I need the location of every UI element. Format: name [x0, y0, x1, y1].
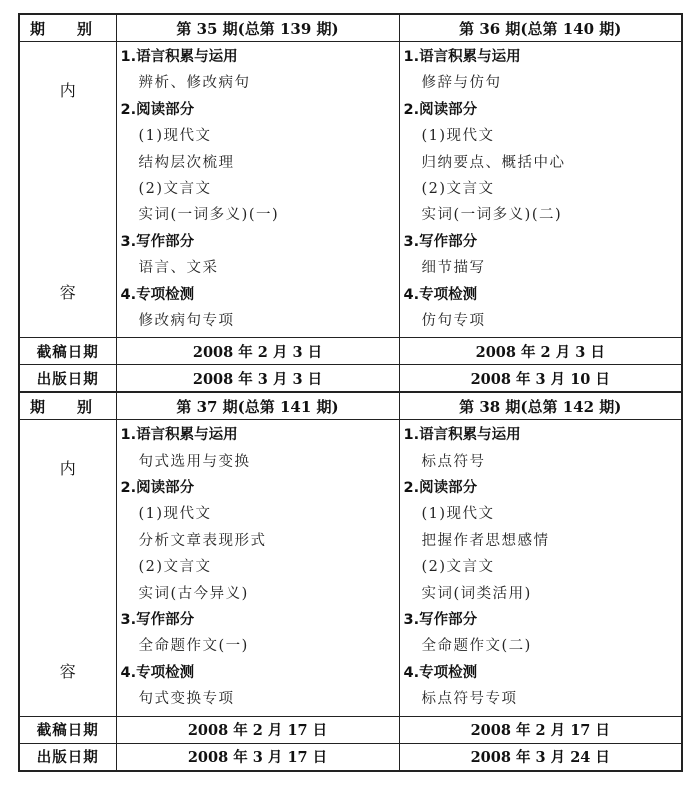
section-title: 4.专项检测 — [403, 286, 478, 303]
period-label-char: 别 — [76, 19, 92, 38]
publish-date: 2008 年 3 月 10 日 — [399, 365, 682, 393]
section-title: 3.写作部分 — [403, 233, 478, 250]
period-label — [30, 396, 92, 417]
issue-title: 第 38 期(总第 142 期) — [399, 392, 682, 420]
issue-title: 第 36 期(总第 140 期) — [399, 14, 682, 42]
section-item: 语言、文采 — [138, 260, 219, 277]
section-item: 仿句专项 — [421, 312, 486, 329]
section-item: 句式变换专项 — [138, 691, 235, 708]
cutoff-date-row — [19, 338, 682, 365]
section-title: 1.语言积累与运用 — [120, 427, 238, 444]
issue-content-cell — [116, 42, 399, 338]
section-item: 实词(一词多义)(二) — [421, 207, 563, 224]
issue-content-cell — [399, 420, 682, 716]
section-item: 句式选用与变换 — [138, 453, 251, 470]
issue-header-row — [19, 14, 682, 42]
section-title: 2.阅读部分 — [120, 101, 195, 118]
section-title: 2.阅读部分 — [403, 480, 478, 497]
section-item: (2)文言文 — [138, 180, 212, 197]
section-item: (2)文言文 — [421, 559, 495, 576]
section-item: 归纳要点、概括中心 — [421, 154, 566, 171]
period-label-cell — [19, 392, 116, 420]
period-label-char: 别 — [76, 397, 92, 416]
issue-schedule-table — [18, 13, 683, 772]
cutoff-date: 2008 年 2 月 17 日 — [399, 716, 682, 743]
section-item: 辨析、修改病句 — [138, 75, 251, 92]
section-item: 标点符号专项 — [421, 691, 518, 708]
section-item: 标点符号 — [421, 453, 486, 470]
section-title: 3.写作部分 — [120, 612, 195, 629]
section-title: 1.语言积累与运用 — [403, 49, 521, 65]
section-item: 修改病句专项 — [138, 312, 235, 329]
section-title: 1.语言积累与运用 — [120, 49, 238, 65]
section-item: (1)现代文 — [138, 506, 212, 523]
section-title: 4.专项检测 — [403, 664, 478, 681]
section-title: 2.阅读部分 — [403, 101, 478, 118]
content-label-char: 容 — [59, 283, 76, 303]
publish-date-row — [19, 365, 682, 393]
cutoff-date-label: 截稿日期 — [19, 716, 116, 743]
section-title: 2.阅读部分 — [120, 480, 195, 497]
section-item: 实词(古今异义) — [138, 585, 249, 602]
issue-content-cell — [399, 42, 682, 338]
content-label-cell — [19, 42, 116, 338]
cutoff-date: 2008 年 2 月 3 日 — [116, 338, 399, 365]
content-label-char: 内 — [59, 459, 76, 479]
publish-date-label: 出版日期 — [19, 743, 116, 771]
cutoff-date-label: 截稿日期 — [19, 338, 116, 365]
section-item: 全命题作文(二) — [421, 638, 532, 655]
section-title: 1.语言积累与运用 — [403, 427, 521, 444]
section-item: (1)现代文 — [421, 506, 495, 523]
period-label-cell — [19, 14, 116, 42]
publish-date: 2008 年 3 月 17 日 — [116, 743, 399, 771]
section-item: 把握作者思想感情 — [421, 532, 550, 549]
content-label-char: 容 — [59, 661, 76, 681]
content-label-char: 内 — [59, 81, 76, 100]
issue-title: 第 37 期(总第 141 期) — [116, 392, 399, 420]
section-item: (1)现代文 — [138, 128, 212, 145]
publish-date: 2008 年 3 月 3 日 — [116, 365, 399, 393]
section-item: 细节描写 — [421, 260, 486, 277]
issue-header-row — [19, 392, 682, 420]
content-label-cell — [19, 420, 116, 716]
period-label — [30, 18, 92, 39]
cutoff-date-row — [19, 716, 682, 743]
section-title: 4.专项检测 — [120, 664, 195, 681]
section-item: 修辞与仿句 — [421, 75, 502, 92]
section-item: (2)文言文 — [421, 180, 495, 197]
section-item: 全命题作文(一) — [138, 638, 249, 655]
section-item: 分析文章表现形式 — [138, 532, 267, 549]
publish-date: 2008 年 3 月 24 日 — [399, 743, 682, 771]
section-item: 实词(词类活用) — [421, 585, 532, 602]
publish-date-label: 出版日期 — [19, 365, 116, 393]
cutoff-date: 2008 年 2 月 17 日 — [116, 716, 399, 743]
cutoff-date: 2008 年 2 月 3 日 — [399, 338, 682, 365]
issue-content-cell — [116, 420, 399, 716]
issue-title: 第 35 期(总第 139 期) — [116, 14, 399, 42]
section-item: (2)文言文 — [138, 559, 212, 576]
content-row — [19, 42, 682, 338]
section-item: 结构层次梳理 — [138, 154, 235, 171]
section-title: 3.写作部分 — [403, 612, 478, 629]
section-item: 实词(一词多义)(一) — [138, 207, 280, 224]
publish-date-row — [19, 743, 682, 771]
content-row — [19, 420, 682, 716]
period-label-char: 期 — [30, 397, 46, 416]
section-title: 4.专项检测 — [120, 286, 195, 303]
period-label-char: 期 — [30, 19, 46, 38]
section-title: 3.写作部分 — [120, 233, 195, 250]
section-item: (1)现代文 — [421, 128, 495, 145]
